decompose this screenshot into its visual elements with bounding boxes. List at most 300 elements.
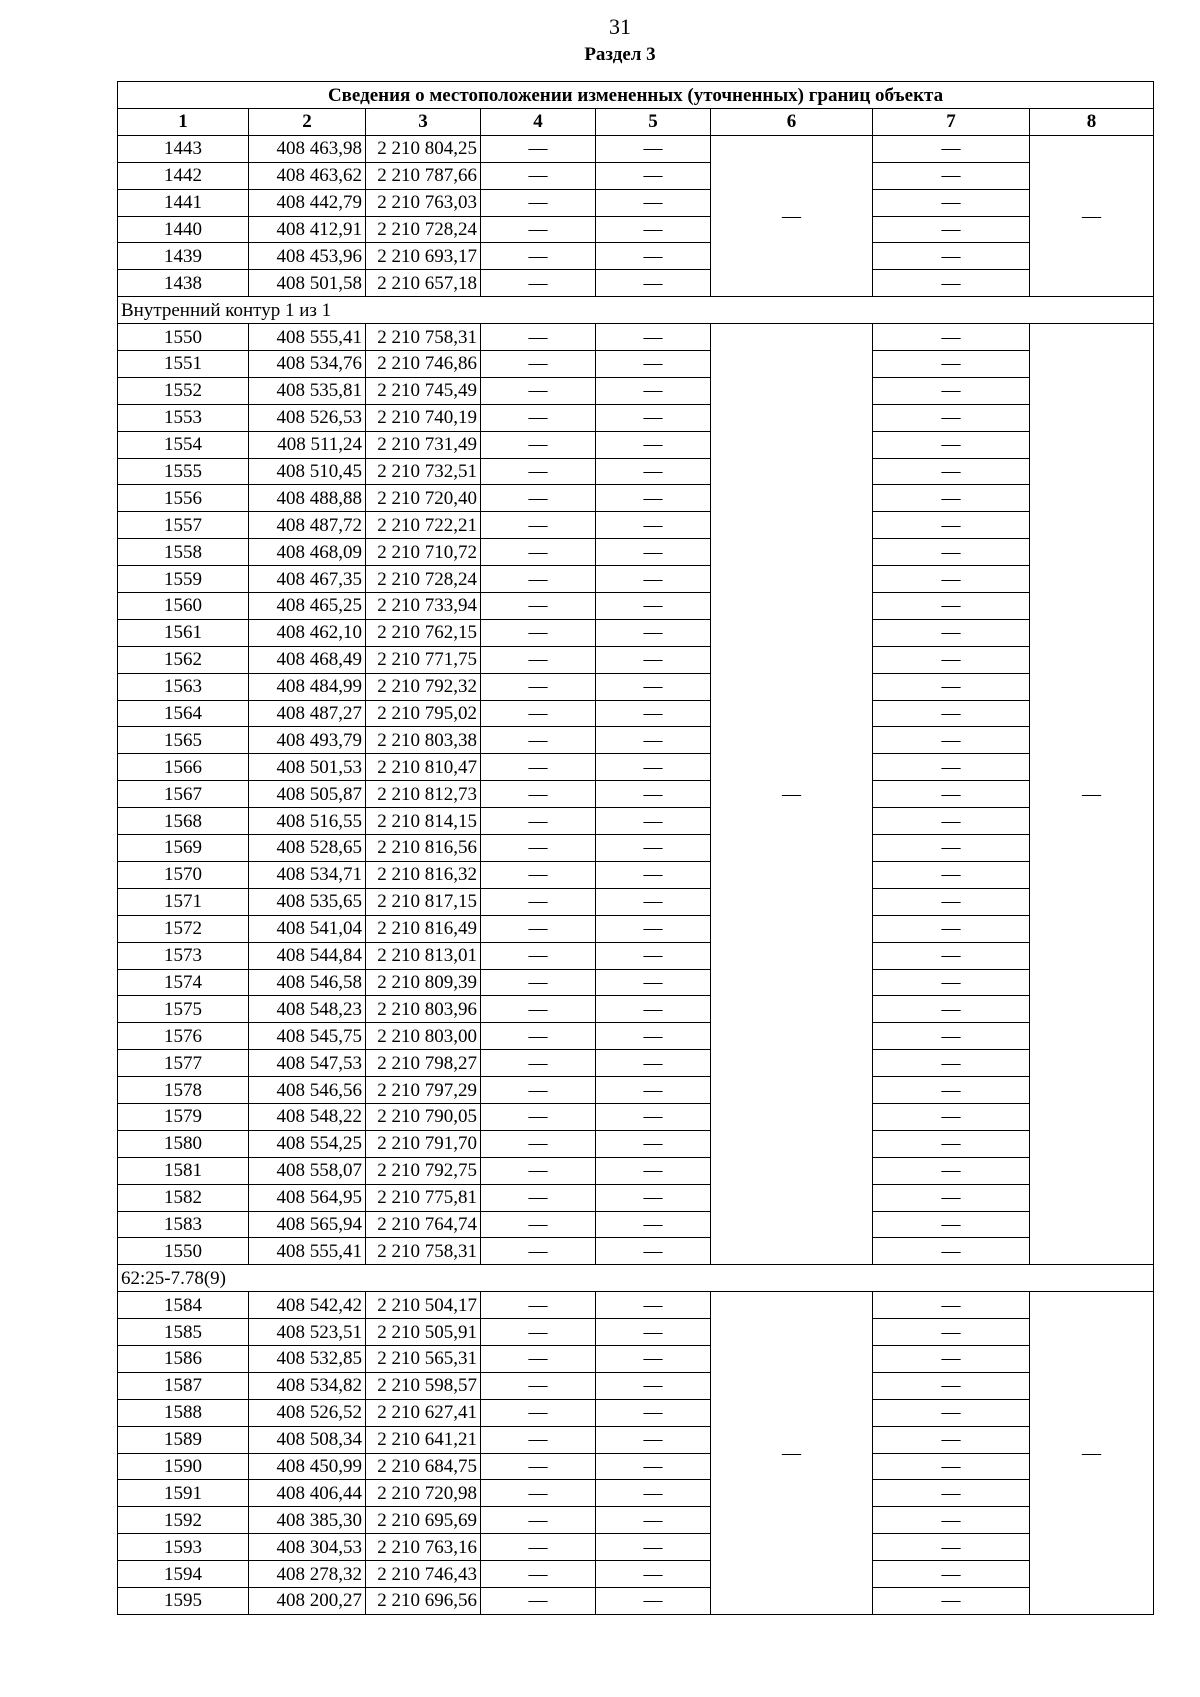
column-header: 7 — [873, 109, 1030, 136]
table-row — [118, 1211, 1154, 1238]
dash-cell: — — [481, 619, 596, 646]
coordinate-y: 2 210 804,25 — [366, 135, 481, 162]
dash-cell: — — [873, 1292, 1030, 1319]
dash-cell: — — [596, 1561, 711, 1588]
dash-cell: — — [596, 351, 711, 378]
point-number: 1586 — [118, 1345, 249, 1372]
point-number: 1588 — [118, 1399, 249, 1426]
table-caption: Сведения о местоположении измененных (уточненных) границ объекта — [118, 82, 1154, 109]
coordinate-y: 2 210 764,74 — [366, 1211, 481, 1238]
point-number: 1555 — [118, 458, 249, 485]
dash-cell: — — [873, 1372, 1030, 1399]
table-row — [118, 727, 1154, 754]
table-row — [118, 404, 1154, 431]
table-row — [118, 619, 1154, 646]
coordinate-x: 408 554,25 — [249, 1130, 366, 1157]
coordinate-x: 408 555,41 — [249, 324, 366, 351]
dash-cell: — — [873, 243, 1030, 270]
point-number: 1570 — [118, 861, 249, 888]
dash-cell: — — [481, 377, 596, 404]
coordinate-x: 408 548,23 — [249, 996, 366, 1023]
dash-cell: — — [481, 781, 596, 808]
dash-cell: — — [596, 861, 711, 888]
point-number: 1572 — [118, 915, 249, 942]
dash-cell: — — [873, 1077, 1030, 1104]
merged-dash-cell: — — [711, 135, 873, 296]
dash-cell: — — [596, 324, 711, 351]
dash-cell: — — [873, 216, 1030, 243]
coordinate-y: 2 210 763,16 — [366, 1534, 481, 1561]
coordinate-x: 408 501,53 — [249, 754, 366, 781]
point-number: 1569 — [118, 835, 249, 862]
table-row — [118, 189, 1154, 216]
coordinate-x: 408 535,65 — [249, 888, 366, 915]
coordinate-y: 2 210 720,98 — [366, 1480, 481, 1507]
coordinate-y: 2 210 728,24 — [366, 566, 481, 593]
coordinate-y: 2 210 684,75 — [366, 1453, 481, 1480]
dash-cell: — — [481, 1399, 596, 1426]
table-row — [118, 1372, 1154, 1399]
dash-cell: — — [481, 1077, 596, 1104]
dash-cell: — — [596, 1426, 711, 1453]
point-number: 1442 — [118, 162, 249, 189]
dash-cell: — — [481, 566, 596, 593]
dash-cell: — — [873, 754, 1030, 781]
coordinate-x: 408 565,94 — [249, 1211, 366, 1238]
dash-cell: — — [596, 700, 711, 727]
coordinate-x: 408 484,99 — [249, 673, 366, 700]
dash-cell: — — [481, 1453, 596, 1480]
dash-cell: — — [873, 270, 1030, 297]
dash-cell: — — [596, 1211, 711, 1238]
dash-cell: — — [596, 942, 711, 969]
table-row — [118, 1587, 1154, 1614]
coordinate-y: 2 210 696,56 — [366, 1587, 481, 1614]
coordinate-x: 408 488,88 — [249, 485, 366, 512]
point-number: 1583 — [118, 1211, 249, 1238]
coordinate-y: 2 210 810,47 — [366, 754, 481, 781]
coordinate-y: 2 210 791,70 — [366, 1130, 481, 1157]
table-row — [118, 1534, 1154, 1561]
point-number: 1580 — [118, 1130, 249, 1157]
dash-cell: — — [481, 431, 596, 458]
coordinate-y: 2 210 732,51 — [366, 458, 481, 485]
dash-cell: — — [596, 189, 711, 216]
coordinate-x: 408 526,53 — [249, 404, 366, 431]
contour-label: 62:25-7.78(9) — [118, 1265, 1154, 1292]
dash-cell: — — [596, 458, 711, 485]
dash-cell: — — [596, 377, 711, 404]
dash-cell: — — [873, 835, 1030, 862]
dash-cell: — — [596, 781, 711, 808]
dash-cell: — — [873, 1399, 1030, 1426]
dash-cell: — — [873, 727, 1030, 754]
table-row — [118, 1399, 1154, 1426]
dash-cell: — — [596, 996, 711, 1023]
table-row — [118, 754, 1154, 781]
coordinate-y: 2 210 797,29 — [366, 1077, 481, 1104]
coordinate-y: 2 210 693,17 — [366, 243, 481, 270]
dash-cell: — — [481, 1023, 596, 1050]
coordinate-x: 408 465,25 — [249, 593, 366, 620]
coordinate-y: 2 210 762,15 — [366, 619, 481, 646]
dash-cell: — — [596, 1103, 711, 1130]
coordinate-x: 408 278,32 — [249, 1561, 366, 1588]
table-row — [118, 1023, 1154, 1050]
table-row — [118, 1453, 1154, 1480]
dash-cell: — — [481, 1157, 596, 1184]
table-row — [118, 646, 1154, 673]
table-row — [118, 1184, 1154, 1211]
dash-cell: — — [481, 1184, 596, 1211]
point-number: 1584 — [118, 1292, 249, 1319]
coordinate-y: 2 210 790,05 — [366, 1103, 481, 1130]
dash-cell: — — [481, 404, 596, 431]
coordinate-y: 2 210 795,02 — [366, 700, 481, 727]
dash-cell: — — [481, 1372, 596, 1399]
coordinate-y: 2 210 798,27 — [366, 1050, 481, 1077]
dash-cell: — — [481, 1507, 596, 1534]
dash-cell: — — [481, 1426, 596, 1453]
merged-dash-cell: — — [711, 1292, 873, 1615]
dash-cell: — — [596, 1534, 711, 1561]
dash-cell: — — [596, 1050, 711, 1077]
table-row — [118, 969, 1154, 996]
dash-cell: — — [873, 189, 1030, 216]
coordinate-x: 408 544,84 — [249, 942, 366, 969]
point-number: 1551 — [118, 351, 249, 378]
table-row — [118, 539, 1154, 566]
dash-cell: — — [873, 566, 1030, 593]
point-number: 1550 — [118, 1238, 249, 1265]
dash-cell: — — [481, 135, 596, 162]
coordinate-x: 408 534,76 — [249, 351, 366, 378]
table-row — [118, 700, 1154, 727]
coordinate-x: 408 511,24 — [249, 431, 366, 458]
coordinate-y: 2 210 745,49 — [366, 377, 481, 404]
dash-cell: — — [873, 619, 1030, 646]
coordinate-x: 408 534,71 — [249, 861, 366, 888]
coordinate-y: 2 210 758,31 — [366, 324, 481, 351]
merged-dash-cell: — — [1030, 324, 1154, 1265]
point-number: 1440 — [118, 216, 249, 243]
coordinate-x: 408 548,22 — [249, 1103, 366, 1130]
dash-cell: — — [481, 1050, 596, 1077]
dash-cell: — — [481, 1319, 596, 1346]
dash-cell: — — [596, 135, 711, 162]
coordinate-x: 408 523,51 — [249, 1319, 366, 1346]
coordinate-y: 2 210 627,41 — [366, 1399, 481, 1426]
dash-cell: — — [596, 1238, 711, 1265]
column-header: 1 — [118, 109, 249, 136]
dash-cell: — — [596, 1399, 711, 1426]
coordinate-x: 408 545,75 — [249, 1023, 366, 1050]
contour-label: Внутренний контур 1 из 1 — [118, 297, 1154, 324]
dash-cell: — — [481, 539, 596, 566]
point-number: 1554 — [118, 431, 249, 458]
dash-cell: — — [873, 888, 1030, 915]
point-number: 1571 — [118, 888, 249, 915]
dash-cell: — — [596, 1023, 711, 1050]
dash-cell: — — [596, 1587, 711, 1614]
table-row — [118, 1426, 1154, 1453]
coordinate-y: 2 210 792,75 — [366, 1157, 481, 1184]
coordinate-x: 408 493,79 — [249, 727, 366, 754]
coordinate-y: 2 210 728,24 — [366, 216, 481, 243]
dash-cell: — — [873, 1211, 1030, 1238]
dash-cell: — — [873, 1103, 1030, 1130]
column-header-row — [118, 109, 1154, 136]
dash-cell: — — [873, 162, 1030, 189]
dash-cell: — — [481, 1211, 596, 1238]
table-row — [118, 1050, 1154, 1077]
table-row — [118, 351, 1154, 378]
dash-cell: — — [873, 485, 1030, 512]
dash-cell: — — [596, 1292, 711, 1319]
column-header: 2 — [249, 109, 366, 136]
dash-cell: — — [481, 700, 596, 727]
dash-cell: — — [596, 1184, 711, 1211]
table-body — [118, 135, 1154, 1614]
table-row — [118, 781, 1154, 808]
coordinate-x: 408 463,98 — [249, 135, 366, 162]
table-row — [118, 808, 1154, 835]
coordinate-y: 2 210 803,38 — [366, 727, 481, 754]
dash-cell: — — [481, 216, 596, 243]
dash-cell: — — [481, 1292, 596, 1319]
coordinate-y: 2 210 775,81 — [366, 1184, 481, 1211]
coordinate-y: 2 210 733,94 — [366, 593, 481, 620]
dash-cell: — — [481, 996, 596, 1023]
dash-cell: — — [596, 673, 711, 700]
dash-cell: — — [481, 835, 596, 862]
table-row — [118, 1345, 1154, 1372]
dash-cell: — — [596, 593, 711, 620]
dash-cell: — — [481, 808, 596, 835]
dash-cell: — — [596, 619, 711, 646]
point-number: 1558 — [118, 539, 249, 566]
dash-cell: — — [873, 861, 1030, 888]
dash-cell: — — [481, 861, 596, 888]
point-number: 1590 — [118, 1453, 249, 1480]
point-number: 1575 — [118, 996, 249, 1023]
dash-cell: — — [596, 1372, 711, 1399]
dash-cell: — — [596, 888, 711, 915]
dash-cell: — — [873, 135, 1030, 162]
table-row — [118, 1157, 1154, 1184]
point-number: 1576 — [118, 1023, 249, 1050]
coordinate-x: 408 558,07 — [249, 1157, 366, 1184]
group-label-row — [118, 297, 1154, 324]
table-row — [118, 135, 1154, 162]
table-row — [118, 1130, 1154, 1157]
table-row — [118, 673, 1154, 700]
dash-cell: — — [596, 216, 711, 243]
dash-cell: — — [873, 1157, 1030, 1184]
table-row — [118, 1238, 1154, 1265]
page-number: 31 — [609, 14, 631, 39]
table-row — [118, 512, 1154, 539]
dash-cell: — — [596, 485, 711, 512]
dash-cell: — — [596, 1319, 711, 1346]
merged-dash-cell: — — [1030, 1292, 1154, 1615]
dash-cell: — — [873, 324, 1030, 351]
dash-cell: — — [873, 377, 1030, 404]
coordinate-y: 2 210 771,75 — [366, 646, 481, 673]
coordinate-x: 408 510,45 — [249, 458, 366, 485]
coordinate-x: 408 200,27 — [249, 1587, 366, 1614]
coordinate-x: 408 450,99 — [249, 1453, 366, 1480]
table-row — [118, 1292, 1154, 1319]
point-number: 1559 — [118, 566, 249, 593]
column-header: 5 — [596, 109, 711, 136]
dash-cell: — — [481, 162, 596, 189]
dash-cell: — — [873, 1050, 1030, 1077]
dash-cell: — — [596, 431, 711, 458]
coordinate-x: 408 555,41 — [249, 1238, 366, 1265]
dash-cell: — — [873, 404, 1030, 431]
coordinate-y: 2 210 763,03 — [366, 189, 481, 216]
coordinate-x: 408 468,49 — [249, 646, 366, 673]
point-number: 1578 — [118, 1077, 249, 1104]
dash-cell: — — [873, 458, 1030, 485]
point-number: 1438 — [118, 270, 249, 297]
coordinate-y: 2 210 814,15 — [366, 808, 481, 835]
coordinate-y: 2 210 817,15 — [366, 888, 481, 915]
coordinate-x: 408 535,81 — [249, 377, 366, 404]
coordinate-y: 2 210 812,73 — [366, 781, 481, 808]
coordinate-x: 408 487,27 — [249, 700, 366, 727]
dash-cell: — — [873, 1238, 1030, 1265]
coordinate-x: 408 304,53 — [249, 1534, 366, 1561]
coordinate-y: 2 210 792,32 — [366, 673, 481, 700]
dash-cell: — — [873, 1534, 1030, 1561]
table-row — [118, 1319, 1154, 1346]
point-number: 1439 — [118, 243, 249, 270]
table-row — [118, 915, 1154, 942]
point-number: 1573 — [118, 942, 249, 969]
table-row — [118, 431, 1154, 458]
point-number: 1585 — [118, 1319, 249, 1346]
table-row — [118, 1561, 1154, 1588]
dash-cell: — — [596, 566, 711, 593]
point-number: 1567 — [118, 781, 249, 808]
coordinate-y: 2 210 731,49 — [366, 431, 481, 458]
coordinate-y: 2 210 657,18 — [366, 270, 481, 297]
point-number: 1587 — [118, 1372, 249, 1399]
dash-cell: — — [481, 1103, 596, 1130]
dash-cell: — — [873, 781, 1030, 808]
dash-cell: — — [481, 189, 596, 216]
point-number: 1591 — [118, 1480, 249, 1507]
dash-cell: — — [596, 1453, 711, 1480]
merged-dash-cell: — — [1030, 135, 1154, 296]
dash-cell: — — [873, 593, 1030, 620]
dash-cell: — — [596, 835, 711, 862]
coordinate-x: 408 453,96 — [249, 243, 366, 270]
dash-cell: — — [481, 351, 596, 378]
coordinate-x: 408 542,42 — [249, 1292, 366, 1319]
point-number: 1594 — [118, 1561, 249, 1588]
point-number: 1560 — [118, 593, 249, 620]
table-row — [118, 566, 1154, 593]
table-row — [118, 324, 1154, 351]
coordinate-y: 2 210 722,21 — [366, 512, 481, 539]
dash-cell: — — [596, 1507, 711, 1534]
dash-cell: — — [481, 673, 596, 700]
dash-cell: — — [481, 888, 596, 915]
dash-cell: — — [596, 539, 711, 566]
table-row — [118, 216, 1154, 243]
dash-cell: — — [481, 324, 596, 351]
coordinate-x: 408 412,91 — [249, 216, 366, 243]
coordinate-x: 408 546,56 — [249, 1077, 366, 1104]
dash-cell: — — [481, 593, 596, 620]
point-number: 1557 — [118, 512, 249, 539]
point-number: 1550 — [118, 324, 249, 351]
dash-cell: — — [873, 1184, 1030, 1211]
dash-cell: — — [596, 404, 711, 431]
dash-cell: — — [596, 243, 711, 270]
coordinate-x: 408 468,09 — [249, 539, 366, 566]
coordinate-y: 2 210 746,86 — [366, 351, 481, 378]
dash-cell: — — [481, 754, 596, 781]
dash-cell: — — [873, 1453, 1030, 1480]
point-number: 1441 — [118, 189, 249, 216]
point-number: 1581 — [118, 1157, 249, 1184]
coordinate-y: 2 210 758,31 — [366, 1238, 481, 1265]
coordinate-x: 408 505,87 — [249, 781, 366, 808]
coordinate-y: 2 210 710,72 — [366, 539, 481, 566]
dash-cell: — — [481, 915, 596, 942]
coordinate-y: 2 210 816,32 — [366, 861, 481, 888]
point-number: 1593 — [118, 1534, 249, 1561]
coordinate-x: 408 385,30 — [249, 1507, 366, 1534]
table-row — [118, 485, 1154, 512]
dash-cell: — — [596, 1345, 711, 1372]
coordinate-x: 408 463,62 — [249, 162, 366, 189]
coordinate-x: 408 528,65 — [249, 835, 366, 862]
dash-cell: — — [481, 727, 596, 754]
dash-cell: — — [873, 1426, 1030, 1453]
point-number: 1582 — [118, 1184, 249, 1211]
coordinate-y: 2 210 504,17 — [366, 1292, 481, 1319]
point-number: 1553 — [118, 404, 249, 431]
table-row — [118, 593, 1154, 620]
coordinate-y: 2 210 746,43 — [366, 1561, 481, 1588]
point-number: 1563 — [118, 673, 249, 700]
dash-cell: — — [873, 351, 1030, 378]
coordinate-x: 408 406,44 — [249, 1480, 366, 1507]
dash-cell: — — [481, 1480, 596, 1507]
coordinate-y: 2 210 803,96 — [366, 996, 481, 1023]
dash-cell: — — [481, 458, 596, 485]
coordinate-y: 2 210 787,66 — [366, 162, 481, 189]
table-row — [118, 942, 1154, 969]
dash-cell: — — [481, 942, 596, 969]
coordinate-y: 2 210 740,19 — [366, 404, 481, 431]
coordinate-x: 408 442,79 — [249, 189, 366, 216]
dash-cell: — — [873, 1319, 1030, 1346]
column-header: 6 — [711, 109, 873, 136]
dash-cell: — — [481, 512, 596, 539]
dash-cell: — — [873, 646, 1030, 673]
point-number: 1566 — [118, 754, 249, 781]
column-header: 4 — [481, 109, 596, 136]
dash-cell: — — [481, 1345, 596, 1372]
dash-cell: — — [481, 1130, 596, 1157]
dash-cell: — — [873, 1561, 1030, 1588]
